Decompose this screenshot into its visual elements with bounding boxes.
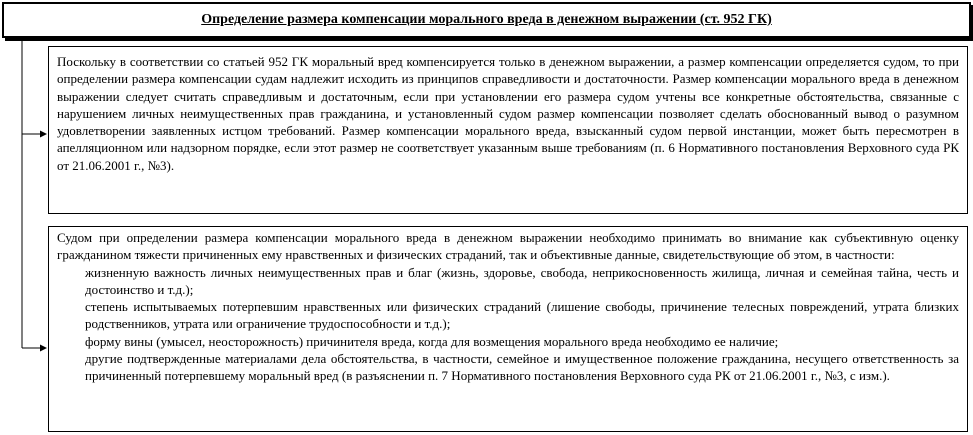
text-block-2: [48, 226, 968, 432]
block-2-intro: Судом при определении размера компенсации морального вреда в денежном выражении необходимо принимать во внимание как субъективную оценку гражданином тяжести причиненных ему нравственных и физических страданий, так и объективные данные, свидетельствующие об этом, в частности:: [57, 230, 959, 263]
list-item: форму вины (умысел, неосторожность) причинителя вреда, когда для возмещения морального вреда необходимо ее наличие;: [85, 333, 779, 349]
list-item: степень испытываемых потерпевшим нравственных или физических страданий (лишение свободы, причинение телесных повреждений, утрата близких родственников, утрата или ограничение трудоспособности и т.д.);: [85, 299, 959, 332]
list-item: жизненную важность личных неимущественных прав и благ (жизнь, здоровье, свобода, неприкосновенность жилища, личная и семейная тайна, честь и достоинство и т.д.);: [85, 264, 959, 297]
arrow-head-2: [40, 345, 47, 352]
criteria-list: [57, 264, 959, 385]
block-1-paragraph: Поскольку в соответствии со статьей 952 ГК моральный вред компенсируется только в денежном выражении, а размер компенсации определяется судом, то при определении размера компенсации судам надлежит исходить из принципов справедливости и достаточности. Размер компенсации морального вреда в денежном выражении следует считать справедливым и достаточным, если при установлении его размера судом учтены все конкретные обстоятельства, связанные с нарушением личных неимущественных прав гражданина, и установленный судом размер компенсации позволяет сделать обоснованный вывод о разумном удовлетворении заявленных истцом требований. Размер компенсации морального вреда, взысканный судом первой инстанции, может быть пересмотрен в апелляционном или надзорном порядке, если этот размер не соответствует указанным выше требованиям (п. 6 Нормативного постановления Верховного суда РК от 21.06.2001 г., №3).: [57, 54, 959, 173]
diagram-title: Определение размера компенсации морального вреда в денежном выражении (ст. 952 ГК): [201, 12, 772, 27]
text-block-1: [48, 46, 968, 214]
title-box: [2, 2, 971, 38]
arrow-head-1: [40, 131, 47, 138]
list-item: другие подтвержденные материалами дела обстоятельства, в частности, семейное и имущественное положение гражданина, несущего ответственность за причиненный потерпевшему моральный вред (в разъяснении п. 7 Нормативного постановления Верховного суда РК от 21.06.2001 г., №3, с изм.).: [85, 351, 959, 384]
